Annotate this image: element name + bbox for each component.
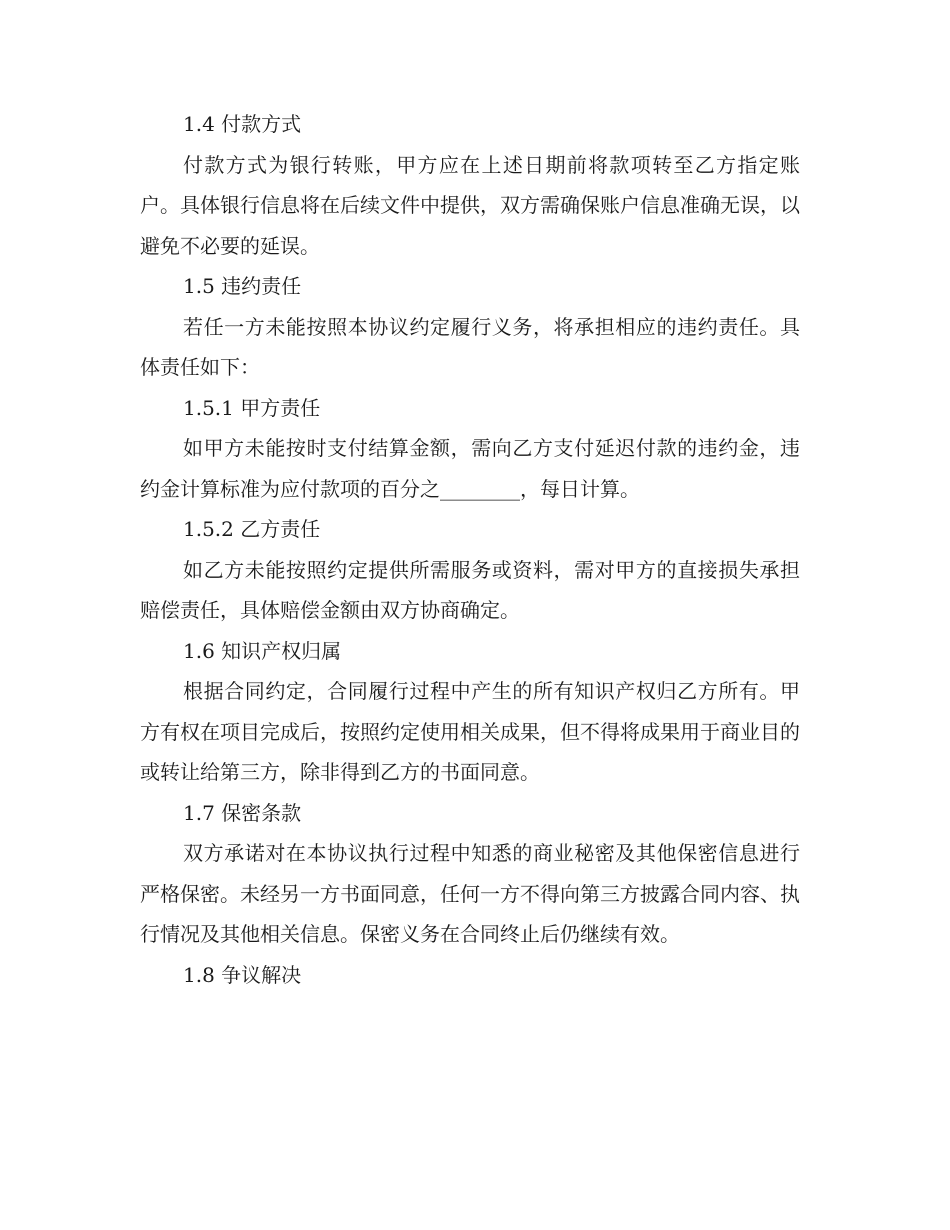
section-paragraph-ip-ownership: 根据合同约定，合同履行过程中产生的所有知识产权归乙方所有。甲方有权在项目完成后，按照约定使用相关成果，但不得将成果用于商业目的或转让给第三方，除非得到乙方的书面同意。 [140,679,800,784]
section-paragraph-breach-liability: 若任一方未能按照本协议约定履行义务，将承担相应的违约责任。具体责任如下： [140,314,800,379]
section-heading-1-5: 1.5 违约责任 [183,274,302,298]
section-paragraph-payment-method: 付款方式为银行转账，甲方应在上述日期前将款项转至乙方指定账户。具体银行信息将在后续文件中提供，双方需确保账户信息准确无误，以避免不必要的延误。 [140,152,800,258]
section-heading-1-8: 1.8 争议解决 [183,962,302,987]
section-heading-1-5-1: 1.5.1 甲方责任 [183,395,321,420]
section-heading-1-5-2: 1.5.2 乙方责任 [183,517,321,541]
section-heading-1-7: 1.7 保密条款 [183,800,302,825]
section-paragraph-party-a-liability: 如甲方未能按时支付结算金额，需向乙方支付延迟付款的违约金，违约金计算标准为应付款项的百分之________，每日计算。 [140,436,800,501]
section-heading-1-6: 1.6 知识产权归属 [183,638,342,663]
section-paragraph-party-b-liability: 如乙方未能按照约定提供所需服务或资料，需对甲方的直接损失承担赔偿责任，具体赔偿金额由双方协商确定。 [140,557,800,622]
section-heading-1-4: 1.4 付款方式 [183,112,302,136]
document-body [140,104,800,995]
section-paragraph-confidentiality: 双方承诺对在本协议执行过程中知悉的商业秘密及其他保密信息进行严格保密。未经另一方书面同意，任何一方不得向第三方披露合同内容、执行情况及其他相关信息。保密义务在合同终止后仍继续有效。 [140,841,800,946]
